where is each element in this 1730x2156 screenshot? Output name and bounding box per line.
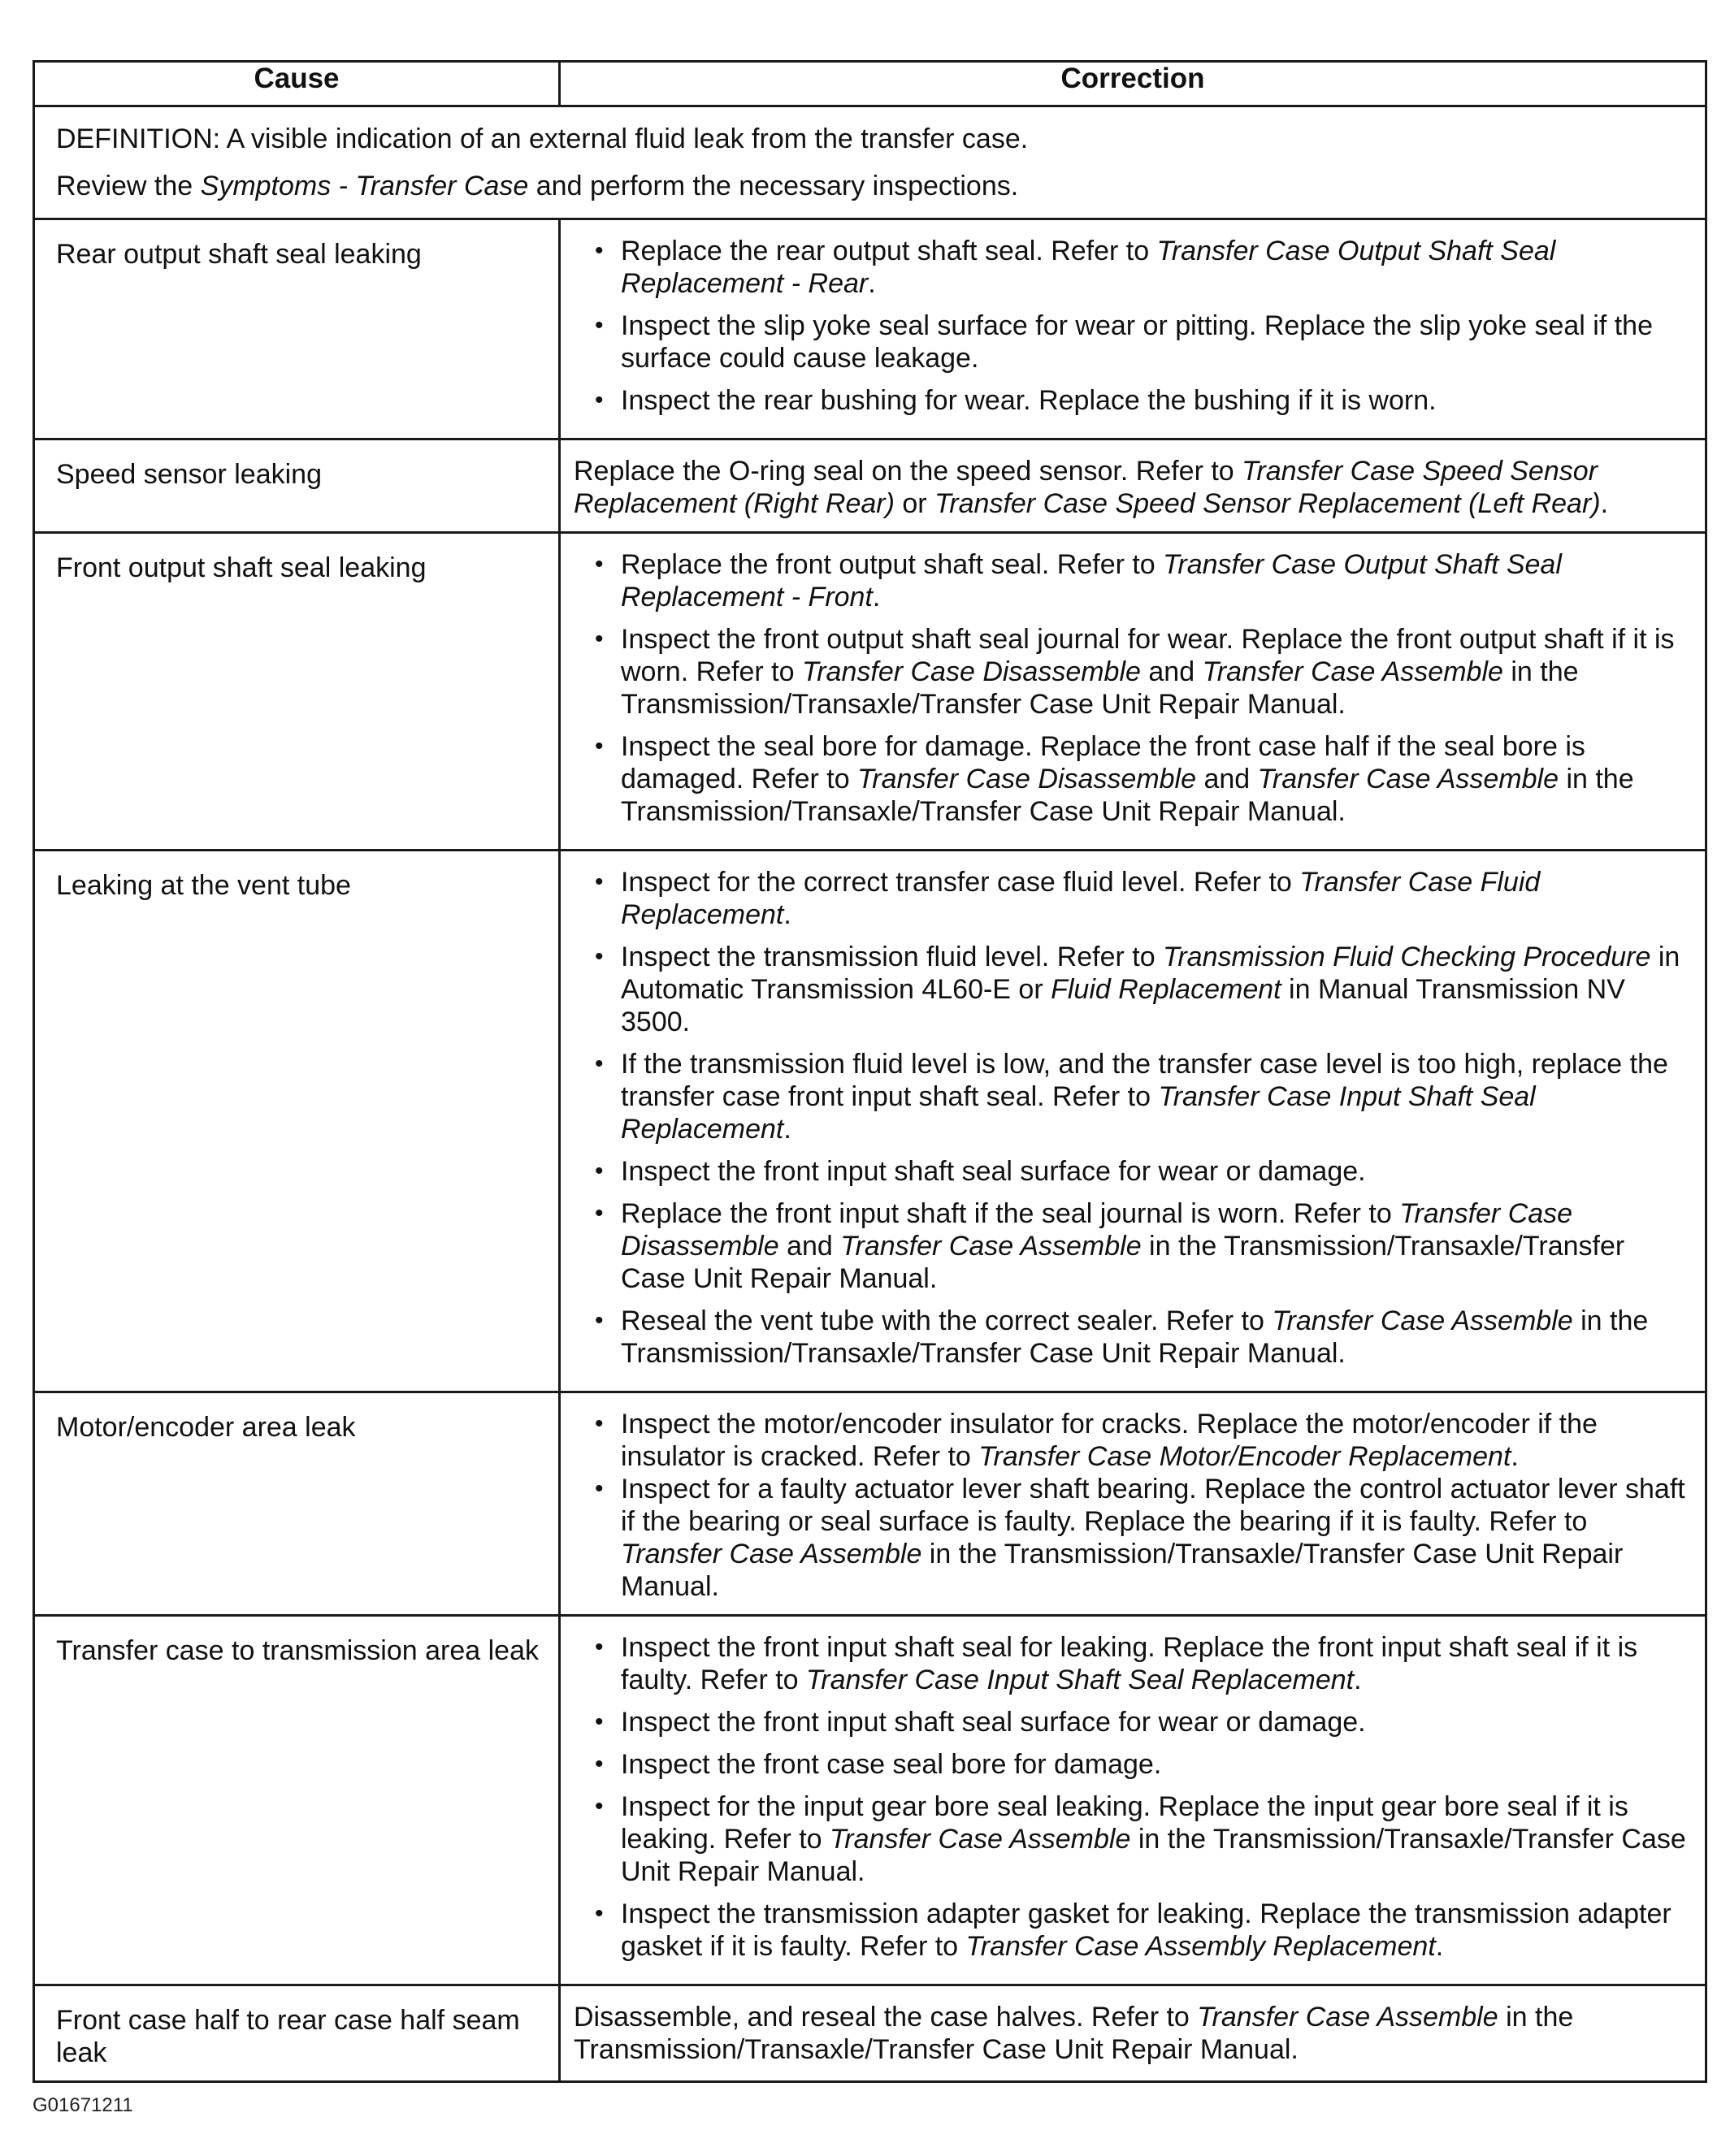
cause-cell: Front output shaft seal leaking xyxy=(34,533,560,851)
cause-column-header: Cause xyxy=(34,62,560,106)
correction-cell xyxy=(560,439,1706,533)
reference-link-text: Transfer Case Speed Sensor Replacement (Left Rear) xyxy=(934,488,1601,519)
correction-text-run: . xyxy=(868,268,876,299)
correction-list xyxy=(574,1408,1693,1603)
bullet-icon: • xyxy=(595,1158,604,1184)
correction-paragraph xyxy=(574,455,1693,520)
correction-text-run: Inspect the transmission adapter gasket for leaking. Replace the transmission adapter gasket if it is faulty. Refer to xyxy=(621,1898,1671,1962)
correction-text-run: Reseal the vent tube with the correct sealer. Refer to xyxy=(621,1305,1273,1336)
reference-link-text: Transfer Case Input Shaft Seal Replacement xyxy=(806,1665,1355,1695)
correction-text-run: Inspect the front output shaft seal journal for wear. Replace the front output shaft if it is worn. Refer to xyxy=(621,624,1675,687)
header-row xyxy=(34,62,1706,106)
list-item xyxy=(574,1706,1693,1738)
list-item xyxy=(574,1197,1693,1295)
correction-text-run: Inspect the slip yoke seal surface for wear or pitting. Replace the slip yoke seal if the surface could cause leakage. xyxy=(621,310,1653,374)
reference-link-text: Transfer Case Assemble xyxy=(1202,656,1503,687)
bullet-icon: • xyxy=(595,1050,604,1077)
list-item xyxy=(574,730,1693,828)
definition-text: DEFINITION: A visible indication of an external fluid leak from the transfer case. xyxy=(56,123,1029,154)
correction-text-run: in the Transmission/Transaxle/Transfer Case Unit Repair Manual. xyxy=(621,1824,1686,1887)
correction-text-run: and xyxy=(1196,764,1258,794)
table-row xyxy=(34,1985,1706,2082)
reference-link-text: Transfer Case Assembly Replacement xyxy=(965,1931,1436,1962)
list-item xyxy=(574,310,1693,374)
bullet-icon: • xyxy=(595,626,604,652)
correction-paragraph xyxy=(574,2001,1693,2066)
correction-text-run: Disassemble, and reseal the case halves. Refer to xyxy=(574,2002,1198,2033)
correction-text-run: Inspect the motor/encoder insulator for cracks. Replace the motor/encoder if the insulator is cracked. Refer to xyxy=(621,1409,1598,1472)
correction-text-run: Inspect the front case seal bore for damage. xyxy=(621,1749,1162,1780)
bullet-icon: • xyxy=(595,1475,604,1502)
list-item xyxy=(574,1898,1693,1963)
correction-text-run: in the Transmission/Transaxle/Transfer Case Unit Repair Manual. xyxy=(621,1305,1649,1369)
correction-text-run: Inspect for the correct transfer case fluid level. Refer to xyxy=(621,867,1300,898)
correction-column-header: Correction xyxy=(560,62,1706,106)
list-item xyxy=(574,941,1693,1038)
bullet-icon: • xyxy=(595,551,604,578)
table-row xyxy=(34,1616,1706,1985)
correction-text-run: in the Transmission/Transaxle/Transfer Case Unit Repair Manual. xyxy=(621,764,1634,827)
bullet-icon: • xyxy=(595,1307,604,1334)
table-row xyxy=(34,439,1706,533)
correction-list xyxy=(574,235,1693,417)
review-text-reference: Symptoms - Transfer Case xyxy=(200,171,529,201)
reference-link-text: Transfer Case Output Shaft Seal Replacement - Rear xyxy=(621,236,1556,299)
correction-text-run: and xyxy=(778,1231,841,1262)
reference-link-text: Fluid Replacement xyxy=(1051,974,1281,1005)
reference-link-text: Transfer Case Disassemble xyxy=(621,1198,1573,1262)
correction-list xyxy=(574,1631,1693,1963)
correction-cell xyxy=(560,219,1706,439)
list-item xyxy=(574,1748,1693,1781)
cause-cell: Rear output shaft seal leaking xyxy=(34,219,560,439)
reference-link-text: Transmission Fluid Checking Procedure xyxy=(1163,942,1651,972)
bullet-icon: • xyxy=(595,1708,604,1735)
table-row xyxy=(34,1392,1706,1616)
correction-text-run: Replace the front output shaft seal. Refer to xyxy=(621,549,1164,580)
list-item xyxy=(574,1155,1693,1188)
correction-text-run: in Manual Transmission NV 3500. xyxy=(621,974,1625,1037)
correction-text-run: Inspect the transmission fluid level. Refer to xyxy=(621,942,1164,972)
table-row xyxy=(34,533,1706,851)
correction-text-run: Replace the rear output shaft seal. Refer to xyxy=(621,236,1157,266)
correction-text-run: and xyxy=(1140,656,1203,687)
list-item xyxy=(574,235,1693,300)
cause-cell: Front case half to rear case half seam leak xyxy=(34,1985,560,2082)
correction-text-run: in the Transmission/Transaxle/Transfer Case Unit Repair Manual. xyxy=(621,656,1579,720)
correction-list xyxy=(574,548,1693,828)
correction-cell xyxy=(560,1985,1706,2082)
cause-cell: Motor/encoder area leak xyxy=(34,1392,560,1616)
correction-text-run: Inspect for a faulty actuator lever shaft bearing. Replace the control actuator lever shaft if the bearing or seal surface is faulty. Replace the bearing if it is faulty. Refer to xyxy=(621,1474,1685,1537)
list-item xyxy=(574,866,1693,931)
list-item xyxy=(574,1048,1693,1145)
bullet-icon: • xyxy=(595,1751,604,1777)
table-row xyxy=(34,851,1706,1392)
list-item xyxy=(574,1408,1693,1473)
reference-link-text: Transfer Case Input Shaft Seal Replacement xyxy=(621,1081,1536,1145)
correction-text-run: . xyxy=(1435,1931,1444,1962)
cause-cell: Speed sensor leaking xyxy=(34,439,560,533)
reference-link-text: Transfer Case Fluid Replacement xyxy=(621,867,1541,930)
review-text-post: and perform the necessary inspections. xyxy=(528,171,1019,201)
reference-link-text: Transfer Case Assemble xyxy=(830,1824,1131,1855)
correction-text-run: . xyxy=(1354,1665,1362,1695)
correction-text-run: Replace the O-ring seal on the speed sensor. Refer to xyxy=(574,456,1242,487)
list-item xyxy=(574,548,1693,613)
bullet-icon: • xyxy=(595,1410,604,1437)
reference-link-text: Transfer Case Disassemble xyxy=(801,656,1141,687)
correction-text-run: . xyxy=(783,899,791,930)
correction-text-run: in the Transmission/Transaxle/Transfer Case Unit Repair Manual. xyxy=(621,1231,1625,1294)
diagnostic-table xyxy=(33,60,1707,2083)
correction-text-run: Inspect the front input shaft seal surface for wear or damage. xyxy=(621,1156,1366,1187)
list-item xyxy=(574,1473,1693,1603)
correction-text-run: . xyxy=(872,582,881,613)
correction-cell xyxy=(560,851,1706,1392)
correction-text-run: . xyxy=(1600,488,1609,519)
cause-cell: Transfer case to transmission area leak xyxy=(34,1616,560,1985)
figure-id-label: G01671211 xyxy=(33,2094,133,2116)
bullet-icon: • xyxy=(595,312,604,339)
definition-cell xyxy=(34,106,1706,219)
correction-text-run: Inspect the seal bore for damage. Replace the front case half if the seal bore is damaged. Refer to xyxy=(621,731,1585,794)
cause-cell: Leaking at the vent tube xyxy=(34,851,560,1392)
correction-text-run: in the Transmission/Transaxle/Transfer Case Unit Repair Manual. xyxy=(621,1539,1624,1602)
correction-text-run: . xyxy=(783,1114,791,1145)
review-text xyxy=(56,162,1690,210)
list-item xyxy=(574,623,1693,721)
reference-link-text: Transfer Case Output Shaft Seal Replacement - Front xyxy=(621,549,1562,613)
reference-link-text: Transfer Case Assemble xyxy=(1257,764,1559,794)
bullet-icon: • xyxy=(595,733,604,760)
correction-cell xyxy=(560,533,1706,851)
correction-text-run: Inspect the rear bushing for wear. Replace the bushing if it is worn. xyxy=(621,385,1437,416)
correction-text-run: in Automatic Transmission 4L60-E or xyxy=(621,942,1680,1005)
reference-link-text: Transfer Case Assemble xyxy=(840,1231,1142,1262)
bullet-icon: • xyxy=(595,1634,604,1660)
correction-text-run: Inspect the front input shaft seal surface for wear or damage. xyxy=(621,1707,1366,1738)
correction-text-run: or xyxy=(894,488,935,519)
reference-link-text: Transfer Case Assemble xyxy=(621,1539,922,1569)
list-item xyxy=(574,1790,1693,1888)
correction-text-run: . xyxy=(1511,1441,1519,1472)
list-item xyxy=(574,1305,1693,1370)
reference-link-text: Transfer Case Disassemble xyxy=(857,764,1197,794)
correction-cell xyxy=(560,1616,1706,1985)
bullet-icon: • xyxy=(595,237,604,264)
reference-link-text: Transfer Case Assemble xyxy=(1197,2002,1498,2033)
bullet-icon: • xyxy=(595,387,604,413)
correction-text-run: If the transmission fluid level is low, and the transfer case level is too high, replace the transfer case front input shaft seal. Refer to xyxy=(621,1049,1668,1112)
bullet-icon: • xyxy=(595,1793,604,1820)
correction-text-run: Inspect for the input gear bore seal leaking. Replace the input gear bore seal if it is leaking. Refer to xyxy=(621,1791,1628,1855)
table-row xyxy=(34,219,1706,439)
review-text-pre: Review the xyxy=(56,171,201,201)
reference-link-text: Transfer Case Motor/Encoder Replacement xyxy=(978,1441,1511,1472)
correction-cell xyxy=(560,1392,1706,1616)
reference-link-text: Transfer Case Assemble xyxy=(1272,1305,1573,1336)
bullet-icon: • xyxy=(595,1900,604,1927)
correction-text-run: Inspect the front input shaft seal for leaking. Replace the front input shaft seal if it is faulty. Refer to xyxy=(621,1632,1638,1695)
definition-row xyxy=(34,106,1706,219)
bullet-icon: • xyxy=(595,1200,604,1227)
bullet-icon: • xyxy=(595,943,604,970)
reference-link-text: Transfer Case Speed Sensor Replacement (Right Rear) xyxy=(574,456,1598,519)
correction-list xyxy=(574,866,1693,1370)
correction-text-run: in the Transmission/Transaxle/Transfer Case Unit Repair Manual. xyxy=(574,2002,1574,2065)
list-item xyxy=(574,384,1693,417)
correction-text-run: Replace the front input shaft if the seal journal is worn. Refer to xyxy=(621,1198,1400,1229)
bullet-icon: • xyxy=(595,868,604,895)
list-item xyxy=(574,1631,1693,1696)
